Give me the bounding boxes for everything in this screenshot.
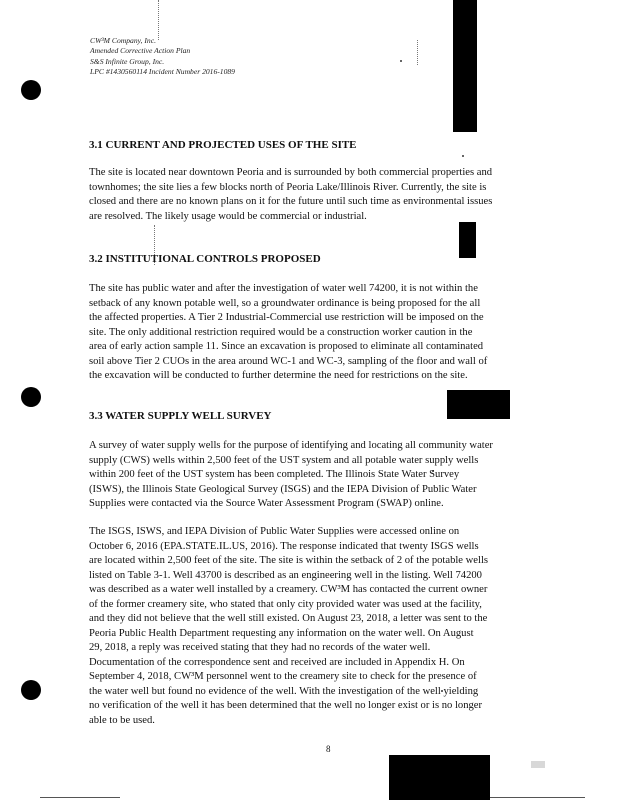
header-company: CW³M Company, Inc. <box>90 36 156 45</box>
scan-artifact-line-center <box>417 40 418 65</box>
text-line: (ISWS), the Illinois State Geological Survey (ISGS) and the IEPA Division of Public Water <box>89 483 477 495</box>
text-line: townhomes; the site lies a few blocks north of Peoria Lake/Illinois River. Currently, the site is <box>89 181 487 193</box>
section-heading: 3.1 CURRENT AND PROJECTED USES OF THE SITE <box>89 139 357 151</box>
text-line: October 6, 2016 (EPA.STATE.IL.US, 2016). The response indicated that twenty ISGS wells <box>89 540 479 552</box>
text-line: and they did not believe that the well still existed. On August 23, 2018, a letter was sent to the <box>89 613 488 624</box>
text-line: Supplies were contacted via the Source Water Assessment Program (SWAP) online. <box>89 498 444 509</box>
scan-speck <box>400 60 402 62</box>
text-line: 29, 2018, a reply was received stating that they had no records of the water well. <box>89 642 431 653</box>
text-line: area of early action sample 11. Since an excavation is proposed to eliminate all contaminated <box>89 341 484 352</box>
text-line: are located within 2,500 feet of the site. The site is within the setback of 2 of the potable wells <box>89 555 489 566</box>
redaction-bar-bottom <box>389 755 490 800</box>
text-line: no verification of the well it has been determined that the well no longer exist or is no longer <box>89 700 483 711</box>
punch-hole-middle <box>21 387 41 407</box>
text-line: the water well but found no evidence of the well. With the investigation of the well yielding <box>89 685 479 697</box>
punch-hole-bottom <box>21 680 41 700</box>
text-line: The ISGS, ISWS, and IEPA Division of Public Water Supplies were accessed online on <box>89 526 460 537</box>
section-paragraph <box>89 439 575 512</box>
text-line: site. The only additional restriction required would be a construction worker caution in the <box>89 326 473 338</box>
section-paragraph <box>89 282 575 384</box>
text-line: A survey of water supply wells for the purpose of identifying and locating all community water <box>89 440 493 451</box>
redaction-bar-section <box>447 390 510 419</box>
header-incident: LPC #1430560114 Incident Number 2016-1089 <box>90 67 235 77</box>
text-line: supply (CWS) wells within 2,500 feet of the UST system and all potable water supply wells <box>89 454 479 466</box>
text-line: closed and there are no known plans on it for the future until such time as environmental issues <box>89 196 493 207</box>
redaction-bar-mid <box>459 222 476 258</box>
text-line: within 200 feet of the UST system has been completed. The Illinois State Water Survey <box>89 469 460 480</box>
scan-stamp-artifact <box>531 761 545 768</box>
text-line: are resolved. The likely usage would be commercial or industrial. <box>89 210 367 222</box>
text-line: Documentation of the correspondence sent and received are included in Appendix H. On <box>89 656 465 668</box>
document-header <box>90 36 235 78</box>
text-line: the affected properties. A Tier 2 Industrial-Commercial use restriction will be imposed on the <box>89 312 484 323</box>
section-heading: 3.2 INSTITUTIONAL CONTROLS PROPOSED <box>89 253 321 265</box>
text-line: able to be used. <box>89 714 155 726</box>
text-line: The site has public water and after the investigation of water well 74200, it is not within the <box>89 283 478 294</box>
text-line: The site is located near downtown Peoria and is surrounded by both commercial properties and <box>89 167 493 178</box>
footer-rule-right <box>490 797 585 798</box>
redaction-bar-top <box>453 0 477 132</box>
text-line: of the former creamery site, who stated that only city provided water was used at the facility, <box>89 598 482 610</box>
punch-hole-top <box>21 80 41 100</box>
section-paragraph <box>89 525 575 728</box>
text-line: listed on Table 3-1. Well 43700 is described as an engineering well in the listing. Well 74200 <box>89 569 482 581</box>
section-heading: 3.3 WATER SUPPLY WELL SURVEY <box>89 410 272 422</box>
text-line: soil above Tier 2 CUOs in the area around WC-1 and WC-3, sampling of the floor and wall of <box>89 355 488 367</box>
page-number: 8 <box>326 744 331 754</box>
text-line: Peoria Public Health Department requesting any information on the water well. On August <box>89 627 474 639</box>
scan-artifact-line-left <box>158 0 159 40</box>
header-client: S&S Infinite Group, Inc. <box>90 56 165 66</box>
footer-rule-left <box>40 797 120 798</box>
text-line: setback of any known potable well, so a groundwater ordinance is being proposed for the all <box>89 297 481 309</box>
header-plan-title: Amended Corrective Action Plan <box>90 46 191 56</box>
text-line: the excavation will be conducted to further determine the need for restrictions on the site. <box>89 370 468 381</box>
text-line: was described as a water well installed by a creamery. CW³M has contacted the current owner <box>89 584 488 595</box>
text-line: September 4, 2018, CW³M personnel went to the creamery site to check for the presence of <box>89 671 477 682</box>
section-paragraph <box>89 166 575 224</box>
scan-speck <box>462 155 464 157</box>
